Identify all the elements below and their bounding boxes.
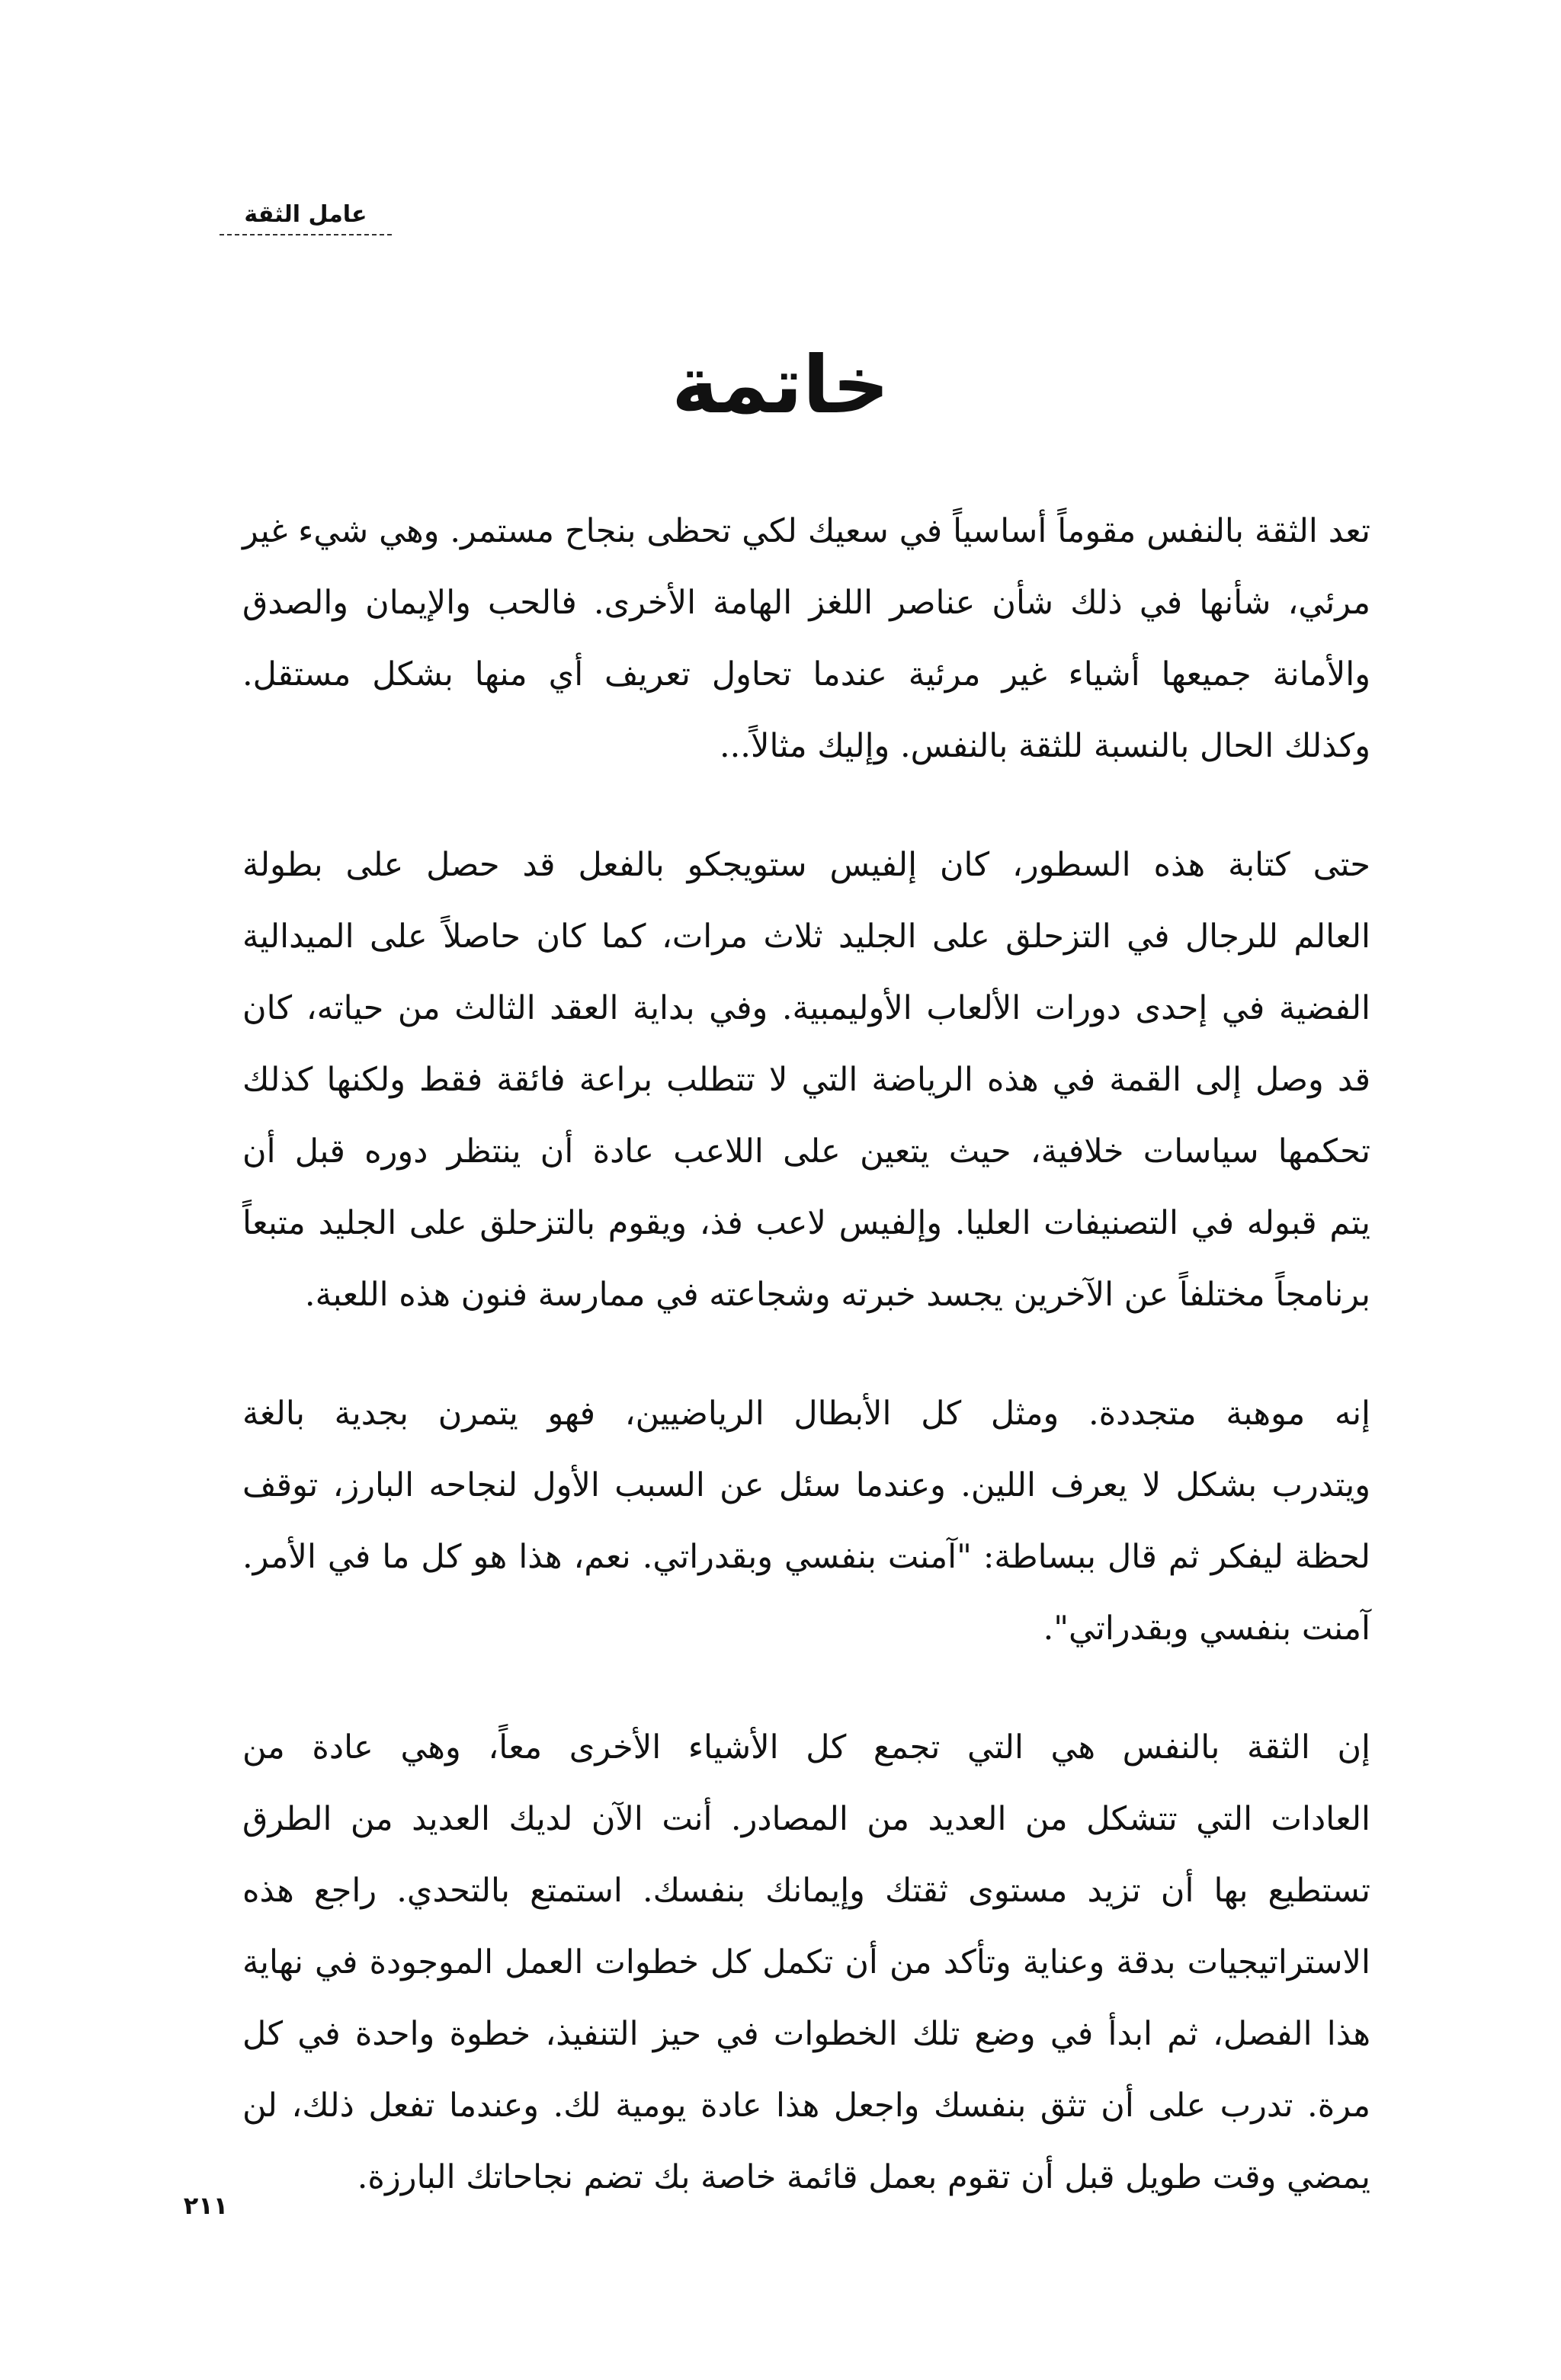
running-header: عامل الثقة (244, 201, 367, 228)
text-line: وكذلك الحال بالنسبة للثقة بالنفس. وإليك مثالاً... (719, 727, 1370, 765)
text-line: مرة. تدرب على أن تثق بنفسك واجعل هذا عادة يومية لك. وعندما تفعل ذلك، لن (242, 2087, 1370, 2125)
paragraph-4 (242, 1712, 1370, 2213)
text-line: قد وصل إلى القمة في هذه الرياضة التي لا تتطلب براعة فائقة فقط ولكنها كذلك (242, 1061, 1370, 1099)
paragraph-2 (242, 829, 1370, 1331)
text-line: حتى كتابة هذه السطور، كان إلفيس ستويجكو بالفعل قد حصل على بطولة (242, 846, 1370, 884)
chapter-title: خاتمة (672, 338, 889, 431)
text-line: تعد الثقة بالنفس مقوماً أساسياً في سعيك لكي تحظى بنجاح مستمر. وهي شيء غير (242, 512, 1370, 550)
text-line: الاستراتيجيات بدقة وعناية وتأكد من أن تكمل كل خطوات العمل الموجودة في نهاية (242, 1943, 1370, 1981)
text-line: ويتدرب بشكل لا يعرف اللين. وعندما سئل عن السبب الأول لنجاحه البارز، توقف (242, 1466, 1370, 1504)
paragraph-1 (242, 495, 1370, 782)
text-line: العادات التي تتشكل من العديد من المصادر. أنت الآن لديك العديد من الطرق (242, 1800, 1370, 1838)
text-line: إن الثقة بالنفس هي التي تجمع كل الأشياء الأخرى معاً، وهي عادة من (242, 1728, 1370, 1767)
page-number: ٢١١ (183, 2191, 229, 2220)
text-line: إنه موهبة متجددة. ومثل كل الأبطال الرياضيين، فهو يتمرن بجدية بالغة (242, 1395, 1370, 1433)
text-line: هذا الفصل، ثم ابدأ في وضع تلك الخطوات في حيز التنفيذ، خطوة واحدة في كل (242, 2015, 1370, 2053)
paragraph-3 (242, 1378, 1370, 1664)
text-line: يمضي وقت طويل قبل أن تقوم بعمل قائمة خاصة بك تضم نجاحاتك البارزة. (357, 2158, 1370, 2196)
text-line: تحكمها سياسات خلافية، حيث يتعين على اللاعب عادة أن ينتظر دوره قبل أن (242, 1132, 1370, 1171)
text-line: الفضية في إحدى دورات الألعاب الأوليمبية. وفي بداية العقد الثالث من حياته، كان (242, 989, 1370, 1027)
text-line: لحظة ليفكر ثم قال ببساطة: "آمنت بنفسي وبقدراتي. نعم، هذا هو كل ما في الأمر. (242, 1538, 1370, 1576)
body-text (242, 495, 1370, 2260)
text-line: العالم للرجال في التزحلق على الجليد ثلاث مرات، كما كان حاصلاً على الميدالية (242, 918, 1370, 956)
text-line: آمنت بنفسي وبقدراتي". (1043, 1610, 1370, 1648)
text-line: برنامجاً مختلفاً عن الآخرين يجسد خبرته وشجاعته في ممارسة فنون هذه اللعبة. (304, 1276, 1370, 1314)
text-line: والأمانة جميعها أشياء غير مرئية عندما تحاول تعريف أي منها بشكل مستقل. (242, 655, 1370, 693)
text-line: يتم قبوله في التصنيفات العليا. وإلفيس لاعب فذ، ويقوم بالتزحلق على الجليد متبعاً (242, 1204, 1370, 1242)
text-line: تستطيع بها أن تزيد مستوى ثقتك وإيمانك بنفسك. استمتع بالتحدي. راجع هذه (242, 1872, 1370, 1910)
header-divider (220, 234, 392, 235)
text-line: مرئي، شأنها في ذلك شأن عناصر اللغز الهامة الأخرى. فالحب والإيمان والصدق (242, 584, 1370, 622)
